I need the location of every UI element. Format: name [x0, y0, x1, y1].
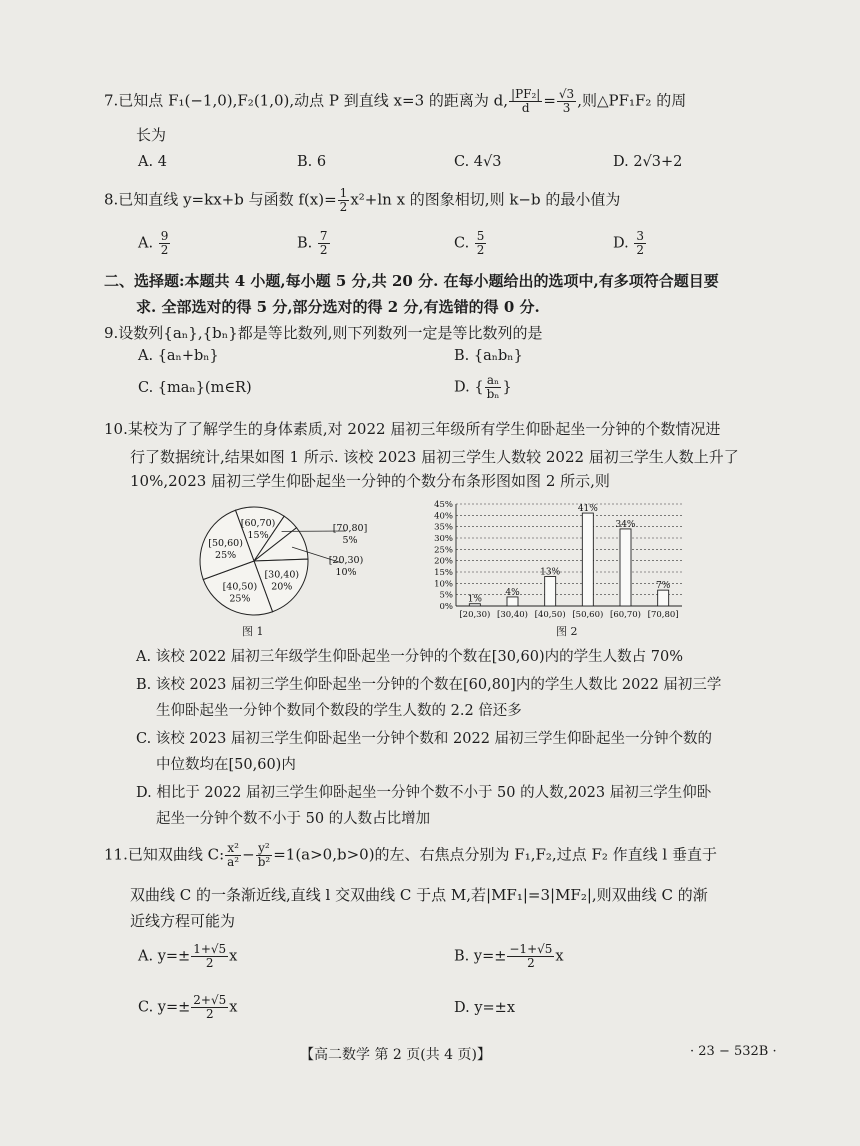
figure-2-caption: 图 2: [556, 625, 578, 638]
q10-option-c: C. 该校 2023 届初三学生仰卧起坐一分钟个数和 2022 届初三学生仰卧起坐一分钟个数的: [136, 731, 713, 747]
question-8: [104, 187, 744, 214]
bar-category-label: [50,60): [572, 610, 604, 620]
bar-ytick-label: 40%: [434, 511, 453, 522]
bar-chart-figure-2: [420, 498, 690, 626]
q10-option-b: B. 该校 2023 届初三学生仰卧起坐一分钟的个数在[60,80]内的学生人数比 2022 届初三学: [136, 677, 722, 693]
pie-value-label: 25%: [215, 549, 237, 561]
bar-category-label: [40,50): [534, 610, 566, 620]
q9-option-c: C. {maₙ}(m∈R): [138, 380, 252, 396]
q7-option-a: A. 4: [138, 154, 167, 170]
bar-ytick-label: 15%: [434, 568, 453, 578]
q10-option-b-cont: 生仰卧起坐一分钟个数同个数段的学生人数的 2.2 倍还多: [156, 703, 522, 719]
section-2-line1: 二、选择题:本题共 4 小题,每小题 5 分,共 20 分. 在每小题给出的选项中,有多项符合题目要: [104, 272, 719, 290]
pie-category-label: [20,30): [328, 555, 364, 566]
q8-option-a: A. $\frac{9}{2}$: [138, 229, 169, 257]
q10-line3: 10%,2023 届初三学生仰卧起坐一分钟的个数分布条形图如图 2 所示,则: [130, 472, 610, 490]
bar-ytick-label: 20%: [434, 556, 453, 567]
bar-[50,60): [582, 513, 593, 606]
q10-option-d-cont: 起坐一分钟个数不小于 50 的人数占比增加: [156, 811, 431, 827]
q10-option-d: D. 相比于 2022 届初三学生仰卧起坐一分钟个数不小于 50 的人数,2023 届初三学生仰卧: [136, 785, 712, 801]
bar-value-label: 4%: [505, 587, 520, 598]
section-2-line2: 求. 全部选对的得 5 分,部分选对的得 2 分,有选错的得 0 分.: [136, 298, 540, 316]
q7-line2: 长为: [136, 126, 167, 144]
pie-chart-figure-1: [192, 503, 372, 623]
q7-fraction: $\frac{\text{|PF₂|}}{d}$: [511, 87, 541, 115]
q9-option-d: D. { $\frac{\text{aₙ}}{\text{bₙ}}$ }: [454, 373, 512, 401]
q10-option-a: A. 该校 2022 届初三年级学生仰卧起坐一分钟的个数在[30,60)内的学生人数占 70%: [136, 649, 683, 665]
q10-option-c-cont: 中位数均在[50,60)内: [156, 757, 296, 773]
footer-page-info: 【高二数学 第 2 页(共 4 页)】: [300, 1047, 491, 1063]
bar-ytick-label: 25%: [434, 545, 453, 556]
q8-text-b: x²+ln x 的图象相切,则 k−b 的最小值为: [350, 190, 621, 209]
bar-ytick-label: 45%: [434, 500, 453, 510]
pie-category-label: [50,60): [208, 537, 243, 549]
bar-ytick-label: 5%: [439, 590, 453, 601]
bar-category-label: [20,30): [459, 610, 491, 620]
bar-ytick-label: 10%: [434, 579, 453, 590]
q11-option-a: A. y=± $\frac{1+√5}{2}$ x: [138, 942, 238, 970]
bar-[60,70): [620, 529, 631, 606]
q11-option-d: D. y=±x: [454, 1000, 515, 1016]
bar-value-label: 41%: [577, 504, 598, 515]
pie-value-label: 10%: [335, 567, 357, 578]
q7-option-d: D. 2√3+2: [613, 154, 683, 170]
bar-category-label: [70,80]: [647, 610, 679, 620]
q8-option-b: B. $\frac{7}{2}$: [297, 229, 328, 257]
q7-option-b: B. 6: [297, 154, 327, 170]
pie-category-label: [60,70): [240, 517, 276, 529]
q11-line3: 近线方程可能为: [130, 912, 236, 930]
q7-eq: =: [543, 91, 556, 110]
question-9: 9.设数列{aₙ},{bₙ}都是等比数列,则下列数列一定是等比数列的是: [104, 324, 543, 342]
pie-value-label: 15%: [247, 529, 269, 541]
footer-code: · 23 − 532B ·: [690, 1044, 777, 1059]
bar-[70,80]: [658, 590, 669, 606]
q7-text: 7.已知点 F₁(−1,0),F₂(1,0),动点 P 到直线 x=3 的距离为 d,: [104, 91, 509, 110]
bar-value-label: 13%: [540, 567, 561, 578]
q7-fraction-2: $\frac{√3}{3}$: [558, 87, 575, 115]
q11-option-b: B. y=± $\frac{-1+√5}{2}$ x: [454, 942, 564, 970]
bar-[30,40): [507, 597, 518, 606]
q8-option-d: D. $\frac{3}{2}$: [613, 229, 644, 257]
q9-option-a: A. {aₙ+bₙ}: [138, 348, 219, 364]
bar-value-label: 34%: [615, 519, 636, 530]
bar-value-label: 1%: [467, 594, 482, 605]
q11-option-c: C. y=± $\frac{2+√5}{2}$ x: [138, 993, 238, 1021]
figure-1-caption: 图 1: [242, 625, 264, 638]
q8-text-a: 8.已知直线 y=kx+b 与函数 f(x)=: [104, 190, 337, 209]
q7-option-c: C. 4√3: [454, 154, 502, 170]
question-7: [104, 88, 744, 115]
bar-value-label: 7%: [656, 581, 671, 592]
q10-line1: 10.某校为了了解学生的身体素质,对 2022 届初三年级所有学生仰卧起坐一分钟的个数情况进: [104, 420, 721, 438]
pie-category-label: [30,40): [264, 569, 300, 581]
pie-category-label: [70,80]: [332, 523, 368, 534]
pie-value-label: 5%: [342, 535, 358, 546]
bar-ytick-label: 30%: [434, 534, 453, 544]
pie-value-label: 20%: [271, 581, 293, 593]
q8-fraction: $\frac{1}{2}$: [339, 186, 348, 214]
bar-category-label: [60,70): [610, 610, 641, 620]
q9-option-b: B. {aₙbₙ}: [454, 348, 523, 364]
bar-ytick-label: 35%: [434, 522, 453, 533]
pie-category-label: [40,50): [222, 581, 258, 593]
q8-option-c: C. $\frac{5}{2}$: [454, 229, 485, 257]
q10-line2: 行了数据统计,结果如图 1 所示. 该校 2023 届初三学生人数较 2022 届初三学生人数上升了: [130, 448, 739, 466]
q11-line2: 双曲线 C 的一条渐近线,直线 l 交双曲线 C 于点 M,若|MF₁|=3|MF₂|,则双曲线 C 的渐: [130, 886, 708, 904]
q7-tail: ,则△PF₁F₂ 的周: [577, 91, 687, 110]
bar-ytick-label: 0%: [439, 602, 453, 612]
bar-category-label: [30,40): [497, 610, 528, 620]
bar-[40,50): [545, 577, 556, 606]
question-11: 11.已知双曲线 C: $\frac{\text{x²}}{\text{a²}}$ − $\frac{\text{y²}}{\text{b²}}$ =1(a>0,b>0)的左、右焦点分别为 F₁,F₂,过点 F₂ 作直线 l 垂直于: [104, 841, 717, 869]
pie-value-label: 25%: [229, 593, 251, 605]
